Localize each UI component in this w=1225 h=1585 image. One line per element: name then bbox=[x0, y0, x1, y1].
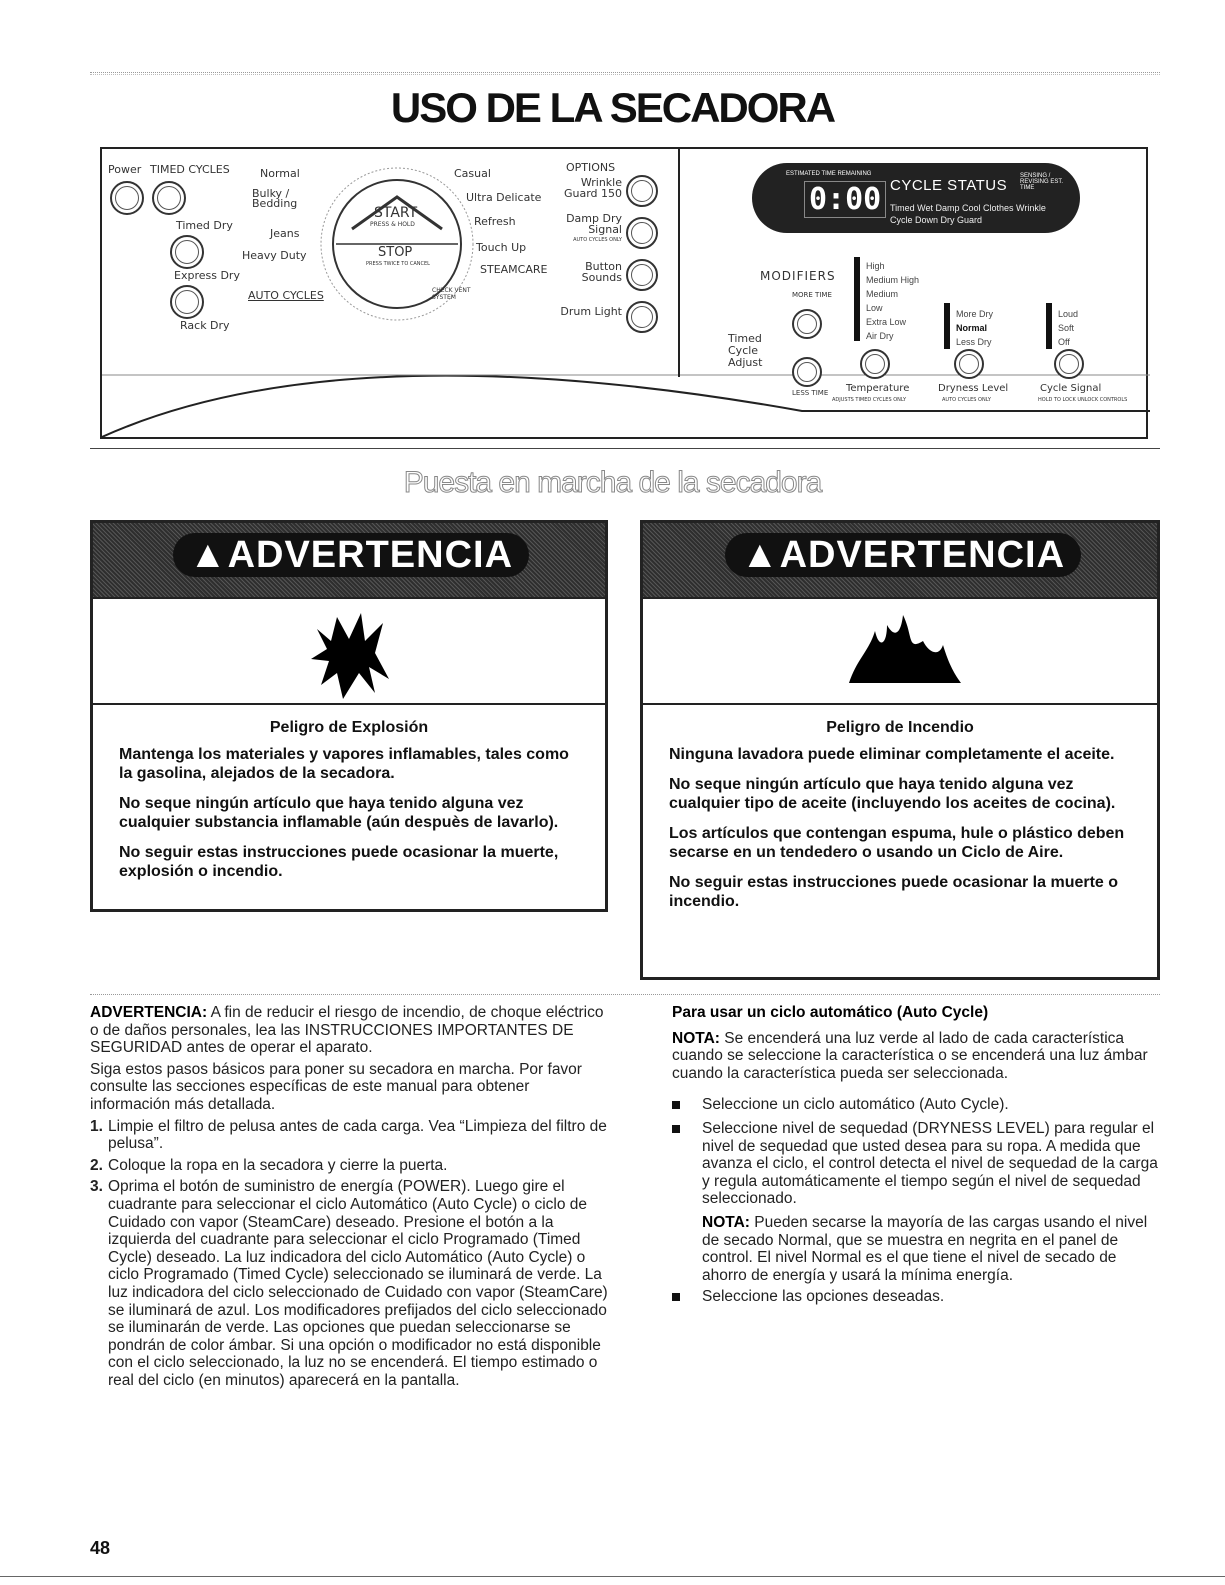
timed-cycles-label: TIMED CYCLES bbox=[150, 163, 230, 176]
warning-paragraph: Ninguna lavadora puede eliminar completamente el aceite. bbox=[669, 746, 1115, 763]
cycle-ultra-delicate-label: Ultra Delicate bbox=[466, 191, 542, 204]
explosion-warning-text bbox=[93, 703, 605, 902]
bottom-rule bbox=[0, 1576, 1225, 1577]
step-number: 2. bbox=[90, 1156, 103, 1174]
dryness-level-bar bbox=[944, 303, 950, 349]
auto-cycles-label: AUTO CYCLES bbox=[248, 289, 324, 302]
fire-icon bbox=[643, 601, 1157, 703]
button-sounds-label: Button Sounds bbox=[581, 260, 622, 284]
bullet-item bbox=[672, 1096, 1160, 1114]
modifiers-label: MODIFIERS bbox=[760, 269, 836, 283]
explosion-icon-zone bbox=[93, 601, 605, 703]
warning-title: Peligro de Incendio bbox=[826, 719, 974, 736]
auto-only-label: AUTO CYCLES ONLY bbox=[573, 237, 622, 243]
signal-levels bbox=[1058, 307, 1078, 349]
warning-paragraph: Los artículos que contengan espuma, hule o plástico deben secarse en un tendedero o usando un Ciclo de Aire. bbox=[669, 825, 1125, 861]
less-time-button[interactable] bbox=[792, 357, 822, 387]
cycle-signal-sub-label: HOLD TO LOCK UNLOCK CONTROLS bbox=[1038, 397, 1128, 403]
note2-text: Pueden secarse la mayoría de las cargas usando el nivel de secado Normal, que se muestra en negrita en el panel de control. El nivel Normal es el que tiene el nivel de secado de ahorro de energía y usará la mínima energía. bbox=[702, 1213, 1148, 1284]
bullet-text: Seleccione nivel de sequedad (DRYNESS LEVEL) para regular el nivel de sequedad que usted desea para su ropa. A medida que avanza el ciclo, el control detecta el nivel de sequedad de la carga y regula automáticamente el tiempo según el nivel de sequedad seleccionado. bbox=[702, 1119, 1158, 1208]
cycle-bulky-label: Bulky / Bedding bbox=[252, 187, 298, 210]
warning-text: A fin de reducir el riesgo de incendio, de choque eléctrico o de daños personales, lea las INSTRUCCIONES IMPORTANTES DE SEGURIDAD antes de operar el aparato. bbox=[90, 1004, 604, 1057]
wrinkle-guard-button[interactable] bbox=[626, 175, 658, 207]
stop-sub-label: PRESS TWICE TO CANCEL bbox=[366, 261, 430, 267]
panel-divider bbox=[678, 149, 680, 377]
dry-level: More Dry bbox=[956, 309, 994, 319]
dry-level: Normal bbox=[956, 323, 988, 333]
bullet-text: Seleccione un ciclo automático (Auto Cycle). bbox=[702, 1096, 1009, 1114]
temperature-sub-label: ADJUSTS TIMED CYCLES ONLY bbox=[832, 397, 907, 403]
warning-header bbox=[725, 533, 1081, 577]
left-column bbox=[90, 1004, 610, 1393]
less-time-label: LESS TIME bbox=[792, 389, 829, 397]
auto-cycle-heading: Para usar un ciclo automático (Auto Cycle) bbox=[672, 1004, 989, 1021]
damp-dry-button[interactable] bbox=[626, 217, 658, 249]
status-row-label: Timed Wet Damp Cool Clothes Wrinkle bbox=[890, 203, 1046, 213]
wrinkle-guard-label: Wrinkle Guard 150 bbox=[563, 176, 622, 200]
note2-label: NOTA: bbox=[702, 1213, 750, 1231]
section-heading: Puesta en marcha de la secadora bbox=[403, 466, 822, 499]
explosion-warning-box bbox=[90, 520, 608, 912]
temperature-button[interactable] bbox=[860, 349, 890, 379]
step-number: 3. bbox=[90, 1178, 103, 1196]
temperature-level-bar bbox=[854, 257, 860, 341]
step-item bbox=[90, 1157, 610, 1175]
fire-warning-box bbox=[640, 520, 1160, 980]
status-row2-label: Cycle Down Dry Guard bbox=[890, 215, 983, 225]
warning-paragraph: No seque ningún artículo que haya tenido alguna vez cualquier substancia inflamable (aún despuès de lavarlo). bbox=[119, 795, 559, 831]
cycle-normal-label: Normal bbox=[260, 167, 300, 180]
cycle-steamcare-label: STEAMCARE bbox=[480, 263, 548, 276]
rack-dry-button[interactable] bbox=[170, 285, 204, 319]
cycle-heavy-duty-label: Heavy Duty bbox=[242, 249, 307, 262]
start-button[interactable]: START bbox=[374, 205, 418, 221]
cycle-signal-button[interactable] bbox=[1054, 349, 1084, 379]
safety-warning-paragraph bbox=[90, 1004, 610, 1057]
dryness-levels bbox=[956, 307, 993, 349]
bullet-text: Seleccione las opciones deseadas. bbox=[702, 1288, 945, 1306]
temp-level: Air Dry bbox=[866, 331, 894, 341]
express-dry-label: Express Dry bbox=[174, 269, 240, 282]
fire-warning-text bbox=[643, 703, 1157, 932]
temp-level: High bbox=[866, 261, 885, 271]
rack-dry-label: Rack Dry bbox=[180, 319, 230, 332]
step-item bbox=[90, 1118, 610, 1153]
stop-button[interactable]: STOP bbox=[378, 245, 413, 260]
dry-level: Less Dry bbox=[956, 337, 992, 347]
cycle-status-label: CYCLE STATUS bbox=[890, 177, 1008, 194]
sensing-label: SENSING / REVISING EST. TIME bbox=[1020, 173, 1064, 191]
bullet-square-icon bbox=[672, 1120, 702, 1208]
note-text: Se encenderá una luz verde al lado de cada característica cuando se seleccione la característica o se encenderá una luz ámbar cuando la característica pueda ser seleccionada. bbox=[672, 1029, 1148, 1082]
express-dry-button[interactable] bbox=[170, 235, 204, 269]
more-time-label: MORE TIME bbox=[792, 291, 832, 299]
fire-icon-zone bbox=[643, 601, 1157, 703]
panel-underline bbox=[90, 448, 1160, 449]
explosion-icon bbox=[93, 601, 605, 703]
cycle-dial[interactable] bbox=[312, 159, 482, 329]
top-rule bbox=[90, 72, 1160, 75]
warning-header-band bbox=[93, 523, 605, 599]
step-item bbox=[90, 1178, 610, 1389]
timed-dry-label: Timed Dry bbox=[176, 219, 233, 232]
warning-paragraph: Mantenga los materiales y vapores inflamables, tales como la gasolina, alejados de la secadora. bbox=[119, 746, 569, 782]
step-text: Oprima el botón de suministro de energía (POWER). Luego gire el cuadrante para seleccionar el ciclo Automático (Auto Cycle) o ciclo de Cuidado con vapor (SteamCare) deseado. Presione el botón a la izquierda del cuadrante para seleccionar el ciclo Programado (Timed Cycle) deseado. La luz indicadora del ciclo Automático (Auto Cycle) o ciclo Programado (Timed Cycle) seleccionado se iluminará de verde. La luz indicadora del ciclo seleccionado de Cuidado con vapor (SteamCare) se iluminará de azul. Los modificadores prefijados del ciclo seleccionado se iluminarán de verde. Las opciones que puedan seleccionarse se pondrán de color ámbar. Si una opción o modificador no está disponible con el ciclo seleccionado, la luz no se encenderá. El tiempo estimado o real del ciclo (en minutos) aparecerá en la pantalla. bbox=[108, 1178, 608, 1389]
cycle-casual-label: Casual bbox=[454, 167, 491, 180]
cycle-jeans-label: Jeans bbox=[270, 227, 300, 240]
dryness-level-button[interactable] bbox=[954, 349, 984, 379]
temp-level: Extra Low bbox=[866, 317, 907, 327]
time-readout: 0:00 bbox=[804, 181, 886, 218]
power-button[interactable] bbox=[110, 181, 144, 215]
timed-dry-button[interactable] bbox=[152, 181, 186, 215]
drum-light-button[interactable] bbox=[626, 301, 658, 333]
check-vent-label: CHECK VENT SYSTEM bbox=[432, 287, 471, 301]
signal-level: Loud bbox=[1058, 309, 1079, 319]
cycle-signal-label: Cycle Signal bbox=[1040, 383, 1102, 394]
temp-level: Medium High bbox=[866, 275, 920, 285]
bullet-square-icon bbox=[672, 1096, 702, 1114]
step-text: Coloque la ropa en la secadora y cierre la puerta. bbox=[108, 1156, 448, 1174]
warning-paragraph: No seque ningún artículo que haya tenido alguna vez cualquier tipo de aceite (incluyendo los aceites de cocina). bbox=[669, 776, 1116, 812]
start-sub-label: PRESS & HOLD bbox=[370, 221, 415, 228]
warning-triangle-icon: ▲ bbox=[740, 534, 780, 576]
more-time-button[interactable] bbox=[792, 309, 822, 339]
page-number: 48 bbox=[90, 1538, 111, 1558]
warning-triangle-icon: ▲ bbox=[188, 534, 228, 576]
warning-header-label: ADVERTENCIA bbox=[779, 534, 1066, 576]
damp-dry-label: Damp Dry Signal bbox=[566, 212, 622, 236]
warning-header-band bbox=[643, 523, 1157, 599]
options-label: OPTIONS bbox=[566, 161, 616, 174]
bullet-square-icon bbox=[672, 1288, 702, 1306]
signal-level: Soft bbox=[1058, 323, 1075, 333]
signal-level: Off bbox=[1058, 337, 1070, 347]
warning-header-label: ADVERTENCIA bbox=[227, 534, 514, 576]
note-paragraph bbox=[672, 1030, 1160, 1083]
cycle-refresh-label: Refresh bbox=[474, 215, 516, 228]
note-label: NOTA: bbox=[672, 1029, 720, 1047]
temp-level: Medium bbox=[866, 289, 899, 299]
dryness-level-label: Dryness Level bbox=[938, 383, 1009, 394]
intro-paragraph: Siga estos pasos básicos para poner su secadora en marcha. Por favor consulte las secciones específicas de este manual para obtener información más detallada. bbox=[90, 1060, 582, 1113]
step-number: 1. bbox=[90, 1117, 103, 1135]
page-title: USO DE LA SECADORA bbox=[390, 84, 835, 131]
warning-label: ADVERTENCIA: bbox=[90, 1004, 208, 1021]
note2-paragraph bbox=[672, 1214, 1160, 1284]
mid-rule bbox=[90, 994, 1160, 996]
bullet-item bbox=[672, 1120, 1160, 1208]
step-text: Limpie el filtro de pelusa antes de cada carga. Vea “Limpieza del filtro de pelusa”. bbox=[108, 1117, 607, 1153]
warning-paragraph: No seguir estas instrucciones puede ocasionar la muerte o incendio. bbox=[669, 874, 1119, 910]
temperature-label: Temperature bbox=[846, 383, 910, 394]
temp-level: Low bbox=[866, 303, 883, 313]
right-column bbox=[672, 1004, 1160, 1312]
control-panel-illustration bbox=[100, 147, 1148, 439]
signal-level-bar bbox=[1046, 303, 1052, 349]
cycle-touch-up-label: Touch Up bbox=[476, 241, 527, 254]
dryness-sub-label: AUTO CYCLES ONLY bbox=[942, 397, 991, 403]
warning-title: Peligro de Explosión bbox=[269, 719, 429, 736]
est-time-label: ESTIMATED TIME REMAINING bbox=[786, 171, 872, 177]
status-display bbox=[752, 163, 1080, 233]
warning-header bbox=[173, 533, 529, 577]
drum-light-label: Drum Light bbox=[560, 305, 622, 318]
bullet-item bbox=[672, 1288, 1160, 1306]
warning-paragraph: No seguir estas instrucciones puede ocasionar la muerte, explosión o incendio. bbox=[119, 844, 559, 880]
power-label: Power bbox=[108, 163, 142, 176]
timed-cycle-adjust-label: Timed Cycle Adjust bbox=[728, 332, 763, 369]
button-sounds-button[interactable] bbox=[626, 259, 658, 291]
temperature-levels bbox=[866, 259, 919, 343]
